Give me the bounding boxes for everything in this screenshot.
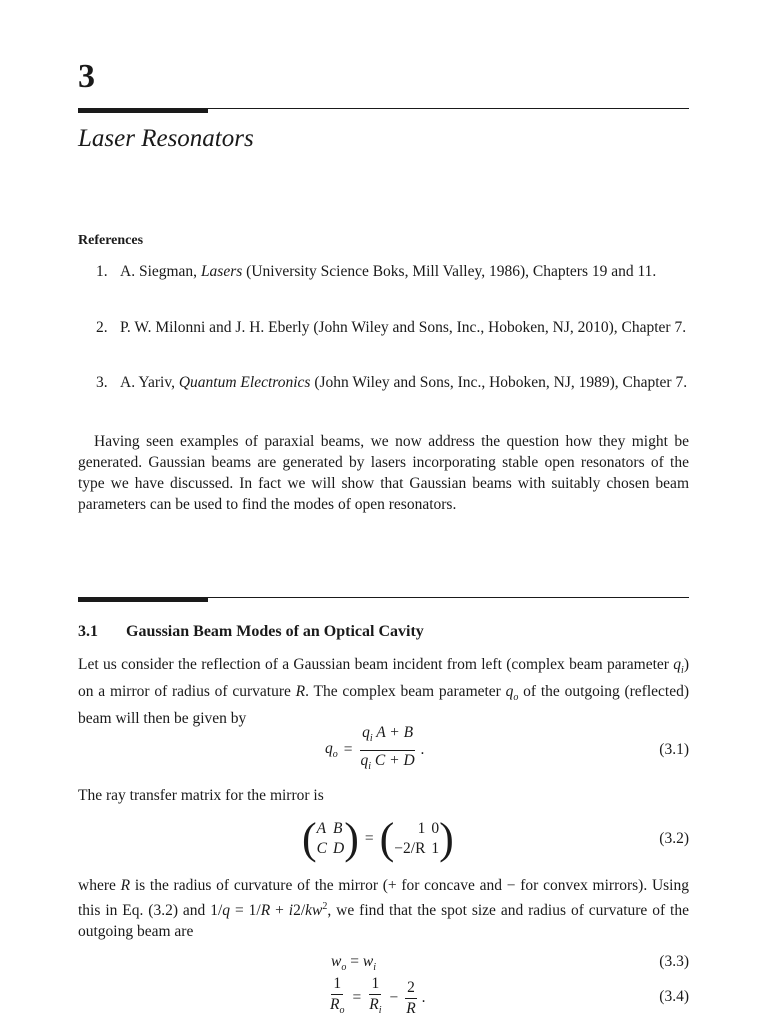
equation-3-2: ( A B C D ) = ( 1 0 −2/R 1 ) — [302, 814, 454, 863]
reference-number: 2. — [96, 319, 108, 336]
references-heading: References — [78, 233, 144, 248]
intro-paragraph: Having seen examples of paraxial beams, we now address the question how they might be generated. Gaussian beams are generated by lasers incorporating stable open resonators of the type we have discussed. In fact we will show that Gaussian beams with suitably chosen beam parameters can be used to find the modes of open resonators. — [78, 433, 689, 513]
equation-label: (3.2) — [659, 830, 689, 847]
equation-label: (3.3) — [659, 953, 689, 970]
equation-label: (3.4) — [659, 988, 689, 1005]
section-paragraph: Let us consider the reflection of a Gaussian beam incident from left (complex beam parameter $q_i$) on a mirror of radius of curvature R. The complex beam parameter $q_o$ of the outgoing (reflected) beam will then be given by — [78, 656, 689, 728]
reference-item: 3. A. Yariv, Quantum Electronics (John Wiley and Sons, Inc., Hoboken, NJ, 1989), Chapter 7. — [96, 374, 688, 391]
chapter-title: Laser Resonators — [78, 125, 254, 152]
section-title: Gaussian Beam Modes of an Optical Cavity — [126, 623, 424, 640]
equation-3-1: $q_o$ = $\frac{q_i A + B}{q_i C + D}$ . — [325, 724, 425, 772]
equation-label: (3.1) — [659, 741, 689, 758]
ray-transfer-text: The ray transfer matrix for the mirror is — [78, 787, 324, 804]
reference-number: 1. — [96, 263, 108, 280]
where-paragraph: where R is the radius of curvature of the mirror (+ for concave and − for convex mirrors). Using this in Eq. (3.2) and $1/q = 1/R + i2/kw^2$, we find that the spot size and radius of curvature of the outgoing beam are — [78, 877, 689, 941]
section-heading — [78, 623, 424, 641]
reference-item: 2. P. W. Milonni and J. H. Eberly (John Wiley and Sons, Inc., Hoboken, NJ, 2010), Chapter 7. — [96, 319, 687, 336]
chapter-number: 3 — [78, 58, 95, 95]
reference-number: 3. — [96, 374, 108, 391]
equation-3-3: $w_o = w_i$ — [331, 953, 376, 974]
equation-3-4: $\frac{1}{R_o}$ = $\frac{1}{R_i}$ − $\frac{2}{R}$ . — [330, 975, 426, 1017]
section-rule-accent — [78, 597, 208, 602]
chapter-rule-accent — [78, 108, 208, 113]
section-number: 3.1 — [78, 623, 98, 640]
reference-item: 1. A. Siegman, Lasers (University Science Boks, Mill Valley, 1986), Chapters 19 and 11. — [96, 263, 657, 280]
